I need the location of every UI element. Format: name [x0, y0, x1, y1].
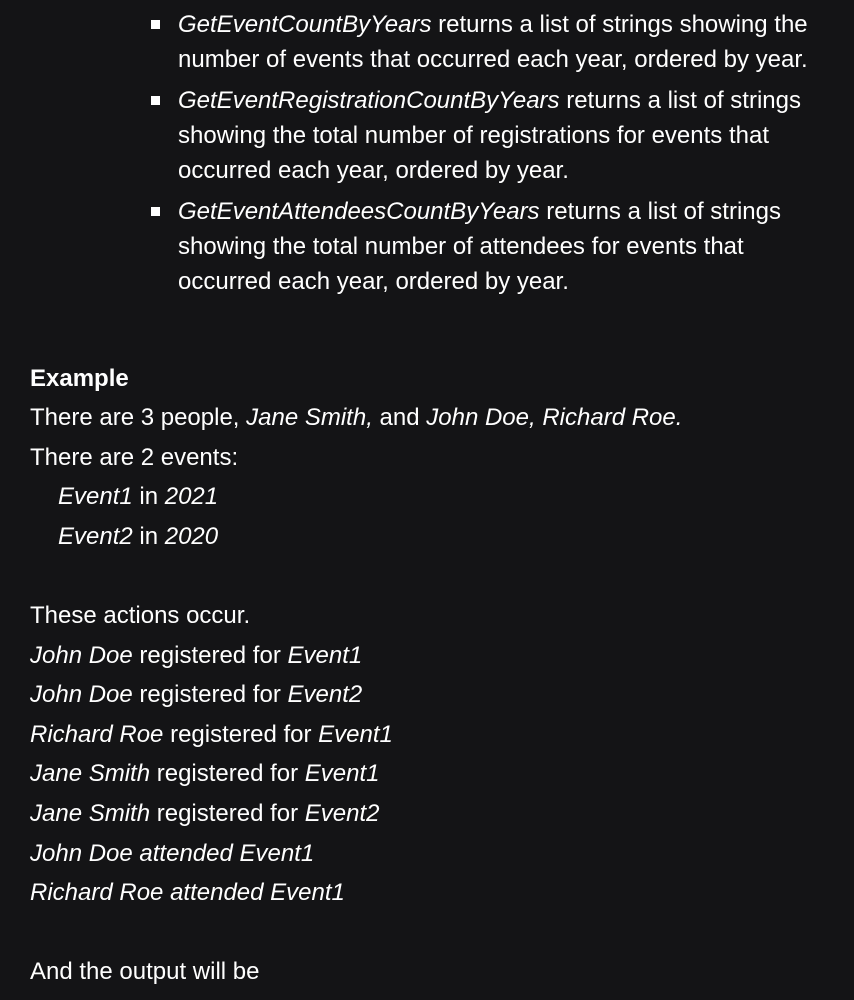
- attended-line: Richard Roe attended Event1: [30, 879, 345, 907]
- event-in: in: [132, 522, 165, 550]
- event-line: [30, 517, 830, 557]
- action-verb: registered for: [150, 760, 305, 788]
- people-prefix: There are 3 people,: [30, 404, 247, 431]
- bullet-square-icon: [151, 20, 160, 29]
- action-person: Jane Smith: [30, 799, 151, 827]
- action-person: John Doe: [30, 681, 133, 709]
- action-verb: registered for: [150, 799, 305, 827]
- method-description: returns a list of strings showing the number of events that occurred each year, ordered by year.: [178, 11, 808, 73]
- action-verb: registered for: [163, 720, 319, 748]
- output-intro: And the output will be: [30, 958, 260, 986]
- event-line: [30, 477, 830, 517]
- spacer: [30, 556, 830, 596]
- person-name: Jane Smith,: [246, 404, 373, 431]
- action-line: [30, 715, 830, 755]
- method-name: GetEventAttendeesCountByYears: [178, 198, 540, 225]
- action-event: Event1: [287, 641, 363, 669]
- event-year: 2020: [164, 522, 219, 550]
- action-event: Event2: [304, 799, 380, 827]
- list-item: [178, 7, 838, 77]
- action-person: Jane Smith: [30, 760, 151, 788]
- method-description: returns a list of strings showing the total number of attendees for events that occurred each year, ordered by year.: [178, 198, 781, 295]
- action-person: John Doe: [30, 641, 133, 669]
- attended-line: John Doe attended Event1: [30, 839, 315, 867]
- event-year: 2021: [164, 483, 219, 511]
- people-line: [30, 398, 830, 438]
- bullet-square-icon: [151, 96, 160, 105]
- method-description: returns a list of strings showing the total number of registrations for events that occurred each year, ordered by year.: [178, 87, 801, 184]
- actions-intro: These actions occur.: [30, 601, 251, 629]
- bullet-square-icon: [151, 207, 160, 216]
- event-in: in: [132, 483, 165, 511]
- action-verb: registered for: [132, 681, 288, 709]
- conjunction: and: [372, 404, 427, 431]
- spacer: [30, 913, 830, 953]
- list-item: [178, 83, 838, 188]
- action-event: Event1: [318, 720, 393, 748]
- action-verb: registered for: [132, 641, 288, 669]
- method-name: GetEventCountByYears: [178, 11, 432, 38]
- method-name: GetEventRegistrationCountByYears: [178, 87, 560, 114]
- method-list: [178, 7, 838, 305]
- action-line: [30, 754, 830, 794]
- event-name: Event2: [58, 522, 133, 550]
- event-name: Event1: [58, 483, 133, 511]
- list-item: [178, 194, 838, 299]
- action-line: [30, 794, 830, 834]
- events-intro: There are 2 events:: [30, 443, 239, 471]
- example-heading: Example: [30, 365, 129, 392]
- action-person: Richard Roe: [30, 720, 164, 748]
- person-names: John Doe, Richard Roe.: [426, 404, 683, 431]
- example-section: [30, 360, 830, 992]
- action-event: Event2: [287, 681, 363, 709]
- action-line: [30, 675, 830, 715]
- action-line: [30, 636, 830, 676]
- action-event: Event1: [304, 760, 380, 788]
